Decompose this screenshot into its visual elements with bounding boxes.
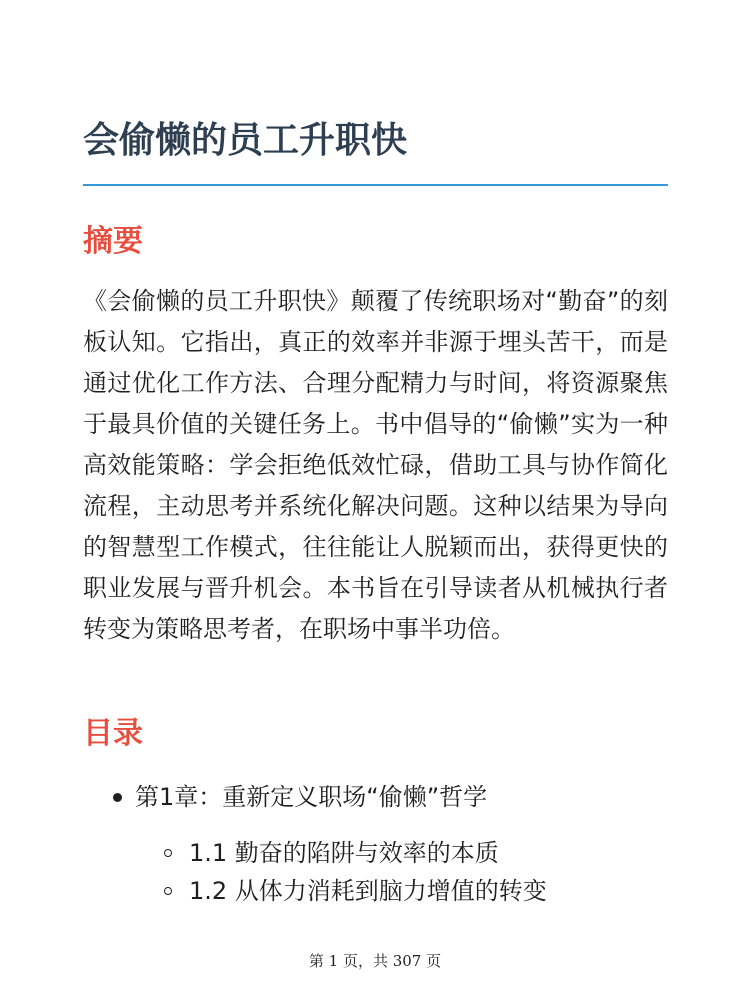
toc-section-1-1 (135, 834, 668, 872)
summary-paragraph: 《会偷懒的员工升职快》颠覆了传统职场对“勤奋”的刻板认知。它指出，真正的效率并非源于埋头苦干，而是通过优化工作方法、合理分配精力与时间，将资源聚焦于最具价值的关键任务上。书中倡导的“偷懒”实为一种高效能策略：学会拒绝低效忙碌，借助工具与协作简化流程，主动思考并系统化解决问题。这种以结果为导向的智慧型工作模式，往往能让人脱颖而出，获得更快的职业发展与晋升机会。本书旨在引导读者从机械执行者转变为策略思考者，在职场中事半功倍。 (83, 287, 668, 643)
toc-section-label: 1.1 勤奋的陷阱与效率的本质 (189, 839, 499, 867)
toc-heading: 目录 (83, 716, 143, 751)
toc-section-label: 1.2 从体力消耗到脑力增值的转变 (189, 877, 547, 905)
toc-chapter-label: 第1章：重新定义职场“偷懒”哲学 (135, 783, 488, 811)
toc-section-1-2 (135, 872, 668, 910)
toc-chapter-1 (83, 777, 668, 910)
toc-section-list (135, 834, 668, 910)
document-title: 会偷懒的员工升职快 (83, 120, 408, 161)
summary-heading: 摘要 (83, 224, 143, 259)
bullet-circle-icon (164, 887, 172, 895)
title-divider (83, 184, 668, 186)
table-of-contents (83, 777, 668, 910)
bullet-circle-icon (164, 849, 172, 857)
page-number-footer: 第 1 页，共 307 页 (308, 952, 442, 970)
bullet-disc-icon (113, 793, 122, 802)
